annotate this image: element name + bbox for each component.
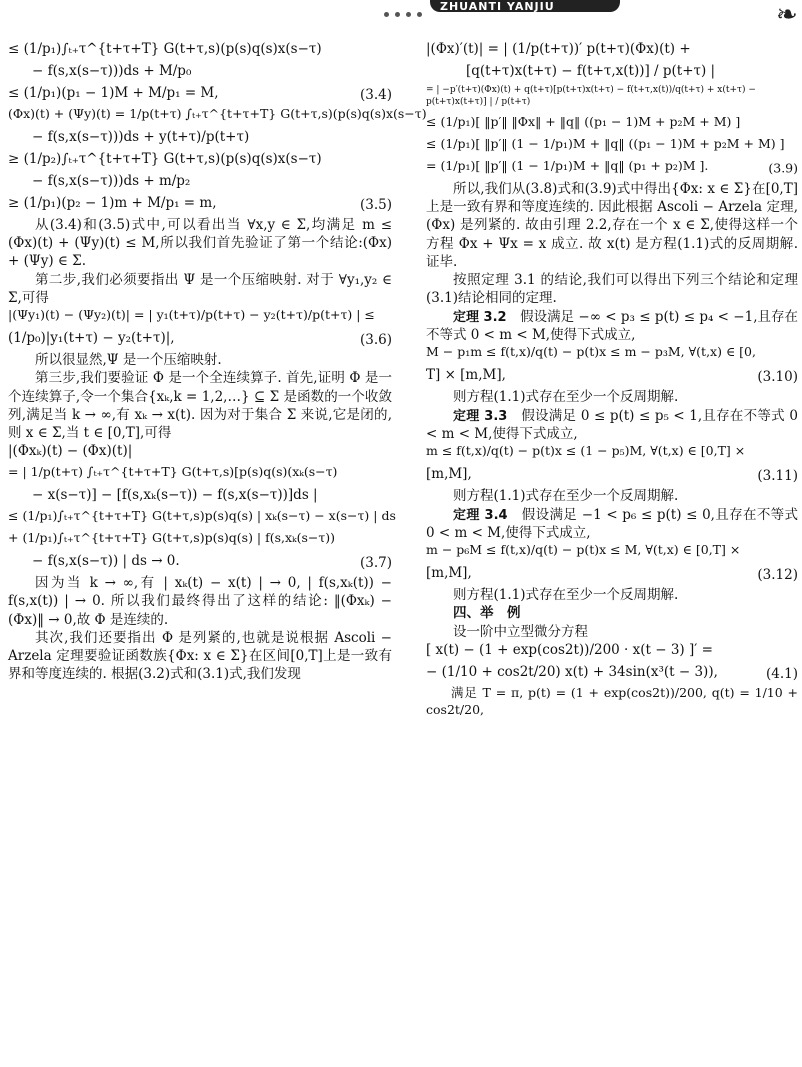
equation-number: (3.7) — [359, 555, 392, 572]
theorem-label: 定理 3.4 — [453, 507, 508, 523]
eq-line — [426, 443, 798, 465]
theorem-text: 假设满足 −1 < p₆ ≤ p(t) ≤ 0,且存在不等式 0 < m < M,使得下式成立, — [426, 506, 798, 542]
equation-number: (3.5) — [359, 196, 392, 213]
eq-text: − (1/10 + cos2t/20) x(t) + 34sin(x³(t − 3)), — [426, 663, 718, 680]
eq-line — [8, 464, 392, 486]
eq-text: ≤ (1/p₁)(p₁ − 1)M + M/p₁ = M, — [8, 85, 219, 101]
paragraph: 满足 T = π, p(t) = (1 + exp(cos2t))/200, q(t) = 1/10 + cos2t/20, — [426, 684, 798, 717]
paragraph: 第三步,我们要验证 Φ 是一个全连续算子. 首先,证明 Φ 是一个连续算子,令一个集合{xₖ,k = 1,2,…} ⊆ Σ 是函数的一个收敛列,满足当 k → ∞,有 xₖ → x(t). 因为对于集合 Σ 来说,它是闭的,则 x ∈ Σ,当 t ∈ [0,T],可得 — [8, 370, 392, 441]
eq-text: = | −p′(t+τ)(Φx)(t) + q(t+τ)[p(t+τ)x(t+τ) − f(t+τ,x(t))/q(t+τ) + x(t+τ) − p(t+τ)x(t+τ)] | / p(t+τ) — [426, 85, 756, 108]
eq-text: [q(t+τ)x(t+τ) − f(t+τ,x(t))] / p(t+τ) | — [466, 63, 716, 79]
journal-header — [0, 0, 802, 30]
eq-text: + (1/p₁)∫ₜ₊τ^{t+τ+T} G(t+τ,s)p(s)q(s) | f(s,xₖ(s−τ)) — [8, 530, 336, 546]
eq-text: |(Φx)′(t)| = | (1/p(t+τ))′ p(t+τ)(Φx)(t) + — [426, 41, 691, 57]
equation-number: (3.4) — [359, 86, 392, 103]
eq-line — [8, 508, 396, 530]
eq-text: − f(s,x(s−τ)))ds + M/p₀ — [32, 63, 192, 79]
eq-text: − x(s−τ)] − [f(s,xₖ(s−τ)) − f(s,x(s−τ))]ds | — [32, 487, 318, 504]
eq-text: (Φx)(t) + (Ψy)(t) = 1/p(t+τ) ∫ₜ₊τ^{t+τ+T} G(t+τ,s)(p(s)q(s)x(s−τ) — [8, 106, 427, 121]
paragraph: 设一阶中立型微分方程 — [453, 623, 588, 640]
eq-text: m ≤ f(t,x)/q(t) − p(t)x ≤ (1 − p₅)M, ∀(t,x) ∈ [0,T] × — [426, 443, 746, 459]
eq-line — [8, 194, 392, 216]
paragraph: 所以,我们从(3.8)式和(3.9)式中得出{Φx: x ∈ Σ}在[0,T]上是一致有界和等度连续的. 因此根据 Ascoli − Arzela 定理,(Φx) 是列紧的. 故由引理 2.2,存在一个 x ∈ Σ,使得这样一个方程 Φx + Ψx = x 成立. 故 x(t) 是方程(1.1)式的反周期解. 证毕. — [426, 181, 798, 270]
eq-line — [426, 542, 798, 564]
paragraph: 所以很显然,Ψ 是一个压缩映射. — [35, 352, 222, 369]
eq-line — [8, 150, 392, 172]
eq-text: [m,M], — [426, 565, 472, 582]
eq-line — [8, 307, 392, 329]
paragraph: 其次,我们还要指出 Φ 是列紧的,也就是说根据 Ascoli − Arzela 定理要验证函数族{Φx: x ∈ Σ}在区间[0,T]上是一致有界和等度连续的. 根据(3.2)式和(3.1)式,我们发现 — [8, 629, 392, 683]
eq-text: M − p₁m ≤ f(t,x)/q(t) − p(t)x ≤ m − p₃M, ∀(t,x) ∈ [0, — [426, 344, 756, 360]
eq-line — [426, 641, 798, 663]
eq-line — [426, 62, 798, 84]
eq-text: − f(s,x(s−τ)) | ds → 0. — [32, 553, 180, 570]
eq-text: − f(s,x(s−τ)))ds + m/p₂ — [32, 173, 191, 189]
eq-line — [426, 344, 798, 366]
theorem-label: 定理 3.3 — [453, 408, 508, 424]
eq-line — [426, 114, 798, 136]
equation-number: (4.1) — [765, 665, 798, 682]
eq-text: (1/p₀)|y₁(t+τ) − y₂(t+τ)|, — [8, 330, 175, 347]
eq-line — [8, 486, 392, 508]
eq-text: ≥ (1/p₂)∫ₜ₊τ^{t+τ+T} G(t+τ,s)(p(s)q(s)x(s−τ) — [8, 151, 322, 167]
theorem-3-2 — [426, 308, 798, 345]
equation-number: (3.12) — [757, 567, 798, 584]
eq-line — [8, 552, 392, 574]
left-column — [8, 40, 427, 684]
eq-line — [426, 465, 798, 487]
header-dots — [384, 2, 428, 21]
journal-pinyin-title: ZHUANTI YANJIU — [440, 0, 555, 13]
eq-text: [m,M], — [426, 466, 472, 483]
paragraph: 从(3.4)和(3.5)式中,可以看出当 ∀x,y ∈ Σ,均满足 m ≤ (Φx)(t) + (Ψy)(t) ≤ M,所以我们首先验证了第一个结论:(Φx) + (Ψy) ∈ Σ. — [8, 217, 392, 270]
eq-line — [8, 106, 427, 128]
eq-line — [8, 172, 392, 194]
theorem-3-3 — [426, 407, 798, 444]
eq-line — [426, 136, 798, 158]
eq-text: m − p₆M ≤ f(t,x)/q(t) − p(t)x ≤ M, ∀(t,x) ∈ [0,T] × — [426, 542, 741, 558]
eq-text: [ x(t) − (1 + exp(cos2t))/200 · x(t − 3) ]′ = — [426, 641, 713, 658]
equation-number: (3.10) — [757, 369, 798, 386]
eq-line — [426, 663, 798, 685]
eq-text: − f(s,x(s−τ)))ds + y(t+τ)/p(t+τ) — [32, 129, 250, 145]
equation-number: (3.11) — [757, 468, 798, 485]
eq-line — [426, 564, 798, 586]
eq-line — [8, 84, 392, 106]
theorem-label: 定理 3.2 — [453, 309, 507, 325]
theorem-text: 假设满足 −∞ < p₃ ≤ p(t) ≤ p₄ < −1,且存在不等式 0 < m < M,使得下式成立, — [426, 308, 799, 344]
eq-line — [8, 442, 392, 464]
equation-number: (3.9) — [768, 160, 798, 176]
section-heading: 四、举 例 — [453, 605, 521, 622]
eq-line — [426, 84, 798, 114]
eq-text: ≥ (1/p₁)(p₂ − 1)m + M/p₁ = m, — [8, 195, 217, 211]
eq-line — [8, 62, 392, 84]
theorem-3-4 — [426, 506, 798, 543]
paragraph: 第二步,我们必须要指出 Ψ 是一个压缩映射. 对于 ∀y₁,y₂ ∈ Σ,可得 — [8, 271, 392, 306]
eq-line — [426, 40, 798, 62]
eq-text: ≤ (1/p₁)[ ‖p′‖ ‖Φx‖ + ‖q‖ ((p₁ − 1)M + p₂M + M) ] — [426, 114, 741, 129]
eq-text: |(Ψy₁)(t) − (Ψy₂)(t)| = | y₁(t+τ)/p(t+τ) − y₂(t+τ)/p(t+τ) | ≤ — [8, 307, 375, 323]
eq-line — [8, 530, 392, 552]
paragraph: 则方程(1.1)式存在至少一个反周期解. — [453, 587, 679, 604]
equation-number: (3.6) — [359, 331, 392, 348]
theorem-text: 假设满足 0 ≤ p(t) ≤ p₅ < 1,且存在不等式 0 < m < M,使得下式成立, — [426, 407, 799, 443]
eq-line — [8, 128, 392, 150]
eq-text: = (1/p₁)[ ‖p′‖ (1 − 1/p₁)M + ‖q‖ (p₁ + p₂)M ]. — [426, 158, 709, 173]
eq-text: ≤ (1/p₁)∫ₜ₊τ^{t+τ+T} G(t+τ,s)(p(s)q(s)x(s−τ) — [8, 41, 322, 57]
paragraph: 因为当 k → ∞,有 | xₖ(t) − x(t) | → 0, | f(s,xₖ(t)) − f(s,x(t)) | → 0. 所以我们最终得出了这样的结论: ‖(Φxₖ) − (Φx)‖ → 0,故 Φ 是连续的. — [8, 575, 392, 628]
eq-text: = | 1/p(t+τ) ∫ₜ₊τ^{t+τ+T} G(t+τ,s)[p(s)q(s)(xₖ(s−τ) — [8, 464, 338, 480]
eq-line — [8, 329, 392, 351]
eq-text: |(Φxₖ)(t) − (Φx)(t)| — [8, 443, 133, 460]
corner-ornament-icon: ❧ — [776, 0, 798, 30]
eq-text: T] × [m,M], — [426, 367, 506, 384]
paragraph: 则方程(1.1)式存在至少一个反周期解. — [453, 389, 679, 406]
right-column — [426, 40, 798, 719]
eq-line — [426, 158, 798, 180]
paragraph: 按照定理 3.1 的结论,我们可以得出下列三个结论和定理(3.1)结论相同的定理. — [426, 272, 798, 307]
eq-line — [426, 366, 798, 388]
eq-line — [8, 40, 392, 62]
eq-text: ≤ (1/p₁)[ ‖p′‖ (1 − 1/p₁)M + ‖q‖ ((p₁ − 1)M + p₂M + M) ] — [426, 136, 785, 151]
paragraph: 则方程(1.1)式存在至少一个反周期解. — [453, 488, 679, 505]
eq-text: ≤ (1/p₁)∫ₜ₊τ^{t+τ+T} G(t+τ,s)p(s)q(s) | xₖ(s−τ) − x(s−τ) | ds — [8, 508, 396, 524]
